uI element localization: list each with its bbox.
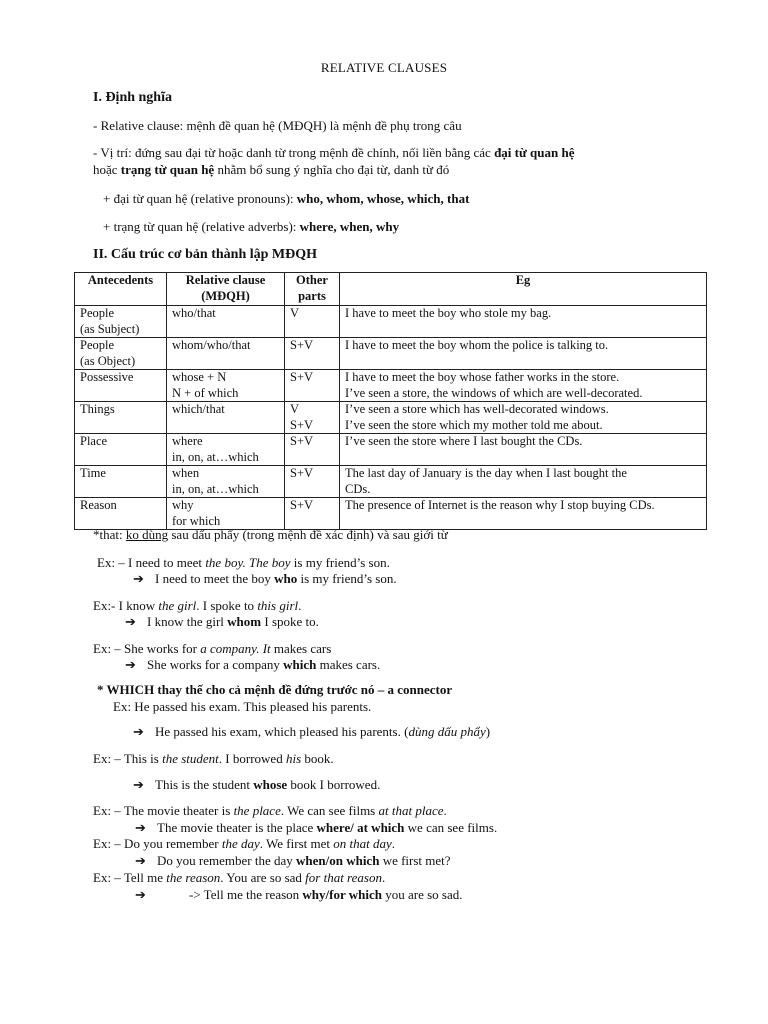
result-bold: whom [227, 614, 262, 629]
table-row-place [75, 434, 707, 466]
example-text: . We first met [259, 836, 334, 851]
adverbs-line [103, 219, 399, 235]
result-bold: which [283, 657, 317, 672]
result-text: you are so sad. [381, 887, 463, 902]
result-text: we first met? [379, 853, 451, 868]
pronouns-line [103, 191, 469, 207]
arrow-icon: ➔ [133, 777, 144, 792]
table-cell: S+V [285, 434, 340, 466]
result-text: makes cars. [316, 657, 381, 672]
that-note-text: sau dấu phẩy (trong mệnh đề xác định) và sau giới từ [168, 527, 448, 542]
arrow-icon: ➔ [135, 853, 146, 868]
example-italic: the girl [158, 598, 197, 613]
section2-heading: II. Cấu trúc cơ bản thành lập MĐQH [93, 247, 318, 262]
table-cell: who/that [167, 306, 285, 338]
example-italic: the boy. The boy [205, 555, 291, 570]
table-cell: Possessive [75, 370, 167, 402]
example-text: Ex: – She works for [93, 641, 201, 656]
table-cell: The presence of Internet is the reason why I stop buying CDs. [340, 498, 707, 530]
example-text: . You are so sad [220, 870, 306, 885]
pronouns-list: who, whom, whose, which, that [296, 191, 470, 206]
example-italic: the place [233, 803, 281, 818]
example-text: . [381, 870, 386, 885]
table-header-cell: Antecedents [75, 273, 167, 306]
table-cell: Reason [75, 498, 167, 530]
example-text: . [298, 598, 302, 613]
table-row-people-object [75, 338, 707, 370]
relative-pronoun-term: đại từ quan hệ [494, 145, 575, 160]
arrow-icon: ➔ [135, 820, 146, 835]
example-7 [93, 836, 395, 852]
example-4-result [133, 724, 490, 740]
result-text: She works for a company [147, 657, 284, 672]
arrow-icon: ➔ [125, 657, 136, 672]
result-text: is my friend’s son. [297, 571, 397, 586]
table-cell: The last day of January is the day when I last bought the CDs. [340, 466, 707, 498]
example-text: Ex: – Tell me [93, 870, 167, 885]
result-text: book I borrowed. [287, 777, 381, 792]
arrow-icon: ➔ [125, 614, 136, 629]
result-bold: whose [253, 777, 288, 792]
table-cell: S+V [285, 338, 340, 370]
arrow-icon: ➔ [133, 724, 144, 739]
result-bold: who [274, 571, 298, 586]
table-cell: S+V [285, 466, 340, 498]
table-header-row [75, 273, 707, 306]
example-text: Ex: – This is [93, 751, 163, 766]
result-text: we can see films. [404, 820, 498, 835]
example-8 [93, 870, 385, 886]
table-cell: Place [75, 434, 167, 466]
result-text: I need to meet the boy [155, 571, 275, 586]
example-3 [93, 641, 331, 657]
table-cell: I have to meet the boy who stole my bag. [340, 306, 707, 338]
table-cell: which/that [167, 402, 285, 434]
arrow-icon: ➔ [133, 571, 144, 586]
section1-heading: I. Định nghĩa [93, 90, 172, 105]
result-text: I spoke to. [261, 614, 319, 629]
example-5-result [133, 777, 380, 793]
example-6-result [135, 820, 497, 836]
example-text: is my friend’s son. [290, 555, 390, 570]
table-cell: V S+V [285, 402, 340, 434]
table-header-cell: Relative clause (MĐQH) [167, 273, 285, 306]
table-cell: People (as Object) [75, 338, 167, 370]
example-7-result [135, 853, 451, 869]
example-italic: this girl [257, 598, 299, 613]
document-title: RELATIVE CLAUSES [320, 60, 448, 75]
that-note [93, 527, 448, 543]
table-cell: whose + N N + of which [167, 370, 285, 402]
table-cell: S+V [285, 498, 340, 530]
example-text: . [443, 803, 447, 818]
example-text: . I borrowed [218, 751, 286, 766]
position-line-2 [93, 162, 449, 178]
that-note-label: *that: [93, 527, 126, 542]
example-italic: the student [162, 751, 219, 766]
result-bold: where/ at which [316, 820, 405, 835]
example-text: Ex:- I know [93, 598, 159, 613]
table-cell: why for which [167, 498, 285, 530]
example-4: Ex: He passed his exam. This pleased his parents. [113, 699, 372, 714]
table-cell: I have to meet the boy whose father works in the store. I’ve seen a store, the windows of which are well-decorated. [340, 370, 707, 402]
table-row-things [75, 402, 707, 434]
adverbs-label: + trạng từ quan hệ (relative adverbs): [103, 219, 300, 234]
table-cell: Things [75, 402, 167, 434]
example-italic: for that reason [305, 870, 382, 885]
example-italic: his [285, 751, 302, 766]
example-2 [93, 598, 301, 614]
example-italic: on that day [333, 836, 392, 851]
example-text: Ex: – The movie theater is [93, 803, 234, 818]
table-cell: Time [75, 466, 167, 498]
table-cell: I have to meet the boy whom the police is talking to. [340, 338, 707, 370]
result-text: He passed his exam, which pleased his parents. ( [155, 724, 409, 739]
result-text: I know the girl [147, 614, 228, 629]
position-text: - Vị trí: đứng sau đại từ hoặc danh từ trong mệnh đề chính, nối liền bằng các [93, 145, 495, 160]
result-text: The movie theater is the place [157, 820, 317, 835]
example-6 [93, 803, 447, 819]
table-cell: V [285, 306, 340, 338]
table-cell: I’ve seen a store which has well-decorated windows. I’ve seen the store which my mother told me about. [340, 402, 707, 434]
result-text: This is the student [155, 777, 254, 792]
table-header-cell: Other parts [285, 273, 340, 306]
result-bold: why/for which [302, 887, 382, 902]
table-cell: whom/who/that [167, 338, 285, 370]
result-text: -> Tell me the reason [189, 887, 303, 902]
table-row-possessive [75, 370, 707, 402]
table-cell: I’ve seen the store where I last bought the CDs. [340, 434, 707, 466]
table-row-time [75, 466, 707, 498]
example-2-result [125, 614, 319, 630]
example-text: . [391, 836, 395, 851]
table-header-cell: Eg [340, 273, 707, 306]
definition-line: - Relative clause: mệnh đề quan hệ (MĐQH) là mệnh đề phụ trong câu [93, 118, 462, 133]
relative-adverb-term: trạng từ quan hệ [120, 162, 215, 177]
example-1 [97, 555, 390, 571]
position-text-3: nhằm bổ sung ý nghĩa cho đại từ, danh từ đó [214, 162, 450, 177]
result-italic: dùng dấu phẩy [408, 724, 486, 739]
example-italic: at that place [378, 803, 444, 818]
example-text: Ex: – Do you remember [93, 836, 222, 851]
result-text: ) [485, 724, 491, 739]
example-text: makes cars [270, 641, 332, 656]
pronouns-label: + đại từ quan hệ (relative pronouns): [103, 191, 297, 206]
example-italic: the day [221, 836, 260, 851]
position-line-1 [93, 145, 574, 161]
example-italic: a company. It [200, 641, 271, 656]
relative-clause-table [74, 272, 707, 530]
example-text: Ex: – I need to meet [97, 555, 206, 570]
table-row-people-subject [75, 306, 707, 338]
which-connector-heading: * WHICH thay thế cho cả mệnh đề đứng trước nó – a connector [97, 682, 453, 697]
example-italic: the reason [166, 870, 221, 885]
position-text-2: hoặc [93, 162, 121, 177]
example-text: . I spoke to [196, 598, 258, 613]
example-text: book. [301, 751, 334, 766]
table-cell: People (as Subject) [75, 306, 167, 338]
example-8-result [135, 887, 463, 903]
result-text: Do you remember the day [157, 853, 296, 868]
adverbs-list: where, when, why [299, 219, 400, 234]
arrow-icon: ➔ [135, 887, 146, 902]
table-cell: where in, on, at…which [167, 434, 285, 466]
example-text: . We can see films [280, 803, 379, 818]
example-3-result [125, 657, 380, 673]
that-note-underlined: ko dùng [125, 527, 169, 542]
table-cell: S+V [285, 370, 340, 402]
table-row-reason [75, 498, 707, 530]
result-bold: when/on which [295, 853, 380, 868]
example-1-result [133, 571, 397, 587]
table-cell: when in, on, at…which [167, 466, 285, 498]
example-5 [93, 751, 334, 767]
